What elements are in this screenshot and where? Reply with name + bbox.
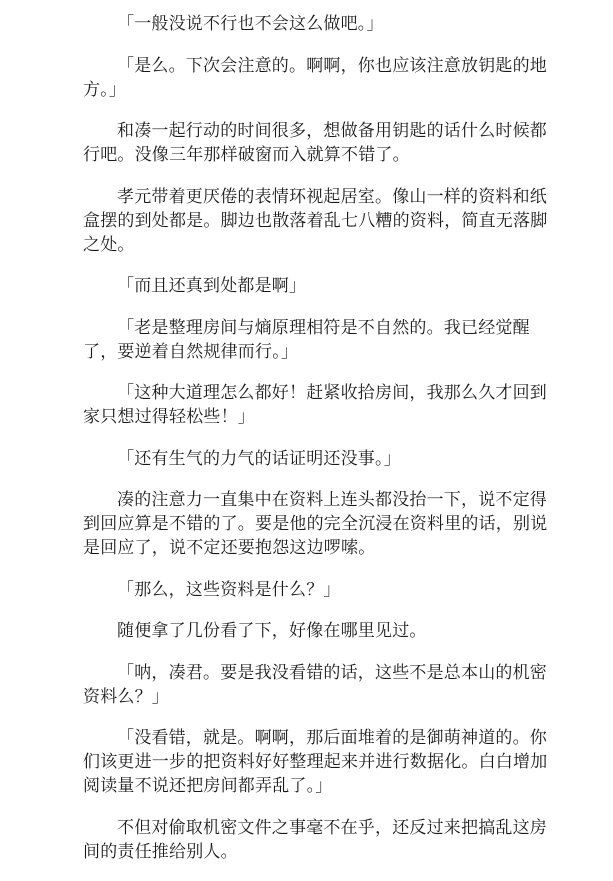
- paragraph: 「而且还真到处都是啊」: [117, 276, 307, 296]
- paragraph: 孝元带着更厌倦的表情环视起居室。像山一样的资料和纸盒摆的到处都是。脚边也散落着乱七八糟的资料，简直无落脚之处。: [83, 186, 548, 255]
- paragraph: 「还有生气的力气的话证明还没事。」: [117, 448, 401, 469]
- paragraph: 「老是整理房间与熵原理相符是不自然的。我已经觉醒了，要逆着自然规律而行。」: [83, 317, 530, 362]
- paragraph: 「没看错，就是。啊啊，那后面堆着的是御萌神道的。你们该更进一步的把资料好好整理起来并进行数据化。白白增加阅读量不说还把房间都弄乱了。」: [83, 728, 548, 796]
- paragraph: 随便拿了几份看了下，好像在哪里见过。: [117, 621, 427, 641]
- paragraph: 凑的注意力一直集中在资料上连头都没抬一下，说不定得到回应算是不错的了。要是他的完全沉浸在资料里的话，别说是回应了，说不定还要抱怨这边啰嗦。: [83, 490, 548, 558]
- paragraph: 不但对偷取机密文件之事毫不在乎，还反过来把搞乱这房间的责任推给别人。: [83, 817, 547, 862]
- paragraph: 「是么。下次会注意的。啊啊，你也应该注意放钥匙的地方。」: [83, 55, 547, 100]
- paragraph: 「这种大道理怎么都好！赶紧收拾房间，我那么久才回到家只想过得轻松些！」: [83, 383, 547, 427]
- paragraph: 和凑一起行动的时间很多，想做备用钥匙的话什么时候都行吧。没像三年那样破窗而入就算不错了。: [83, 121, 547, 165]
- body-text: [83, 12, 553, 881]
- paragraph: 「那么，这些资料是什么？」: [117, 579, 341, 600]
- paragraph: 「呐，凑君。要是我没看错的话，这些不是总本山的机密资料么？」: [83, 662, 547, 707]
- paragraph: 「一般没说不行也不会这么做吧。」: [117, 14, 384, 34]
